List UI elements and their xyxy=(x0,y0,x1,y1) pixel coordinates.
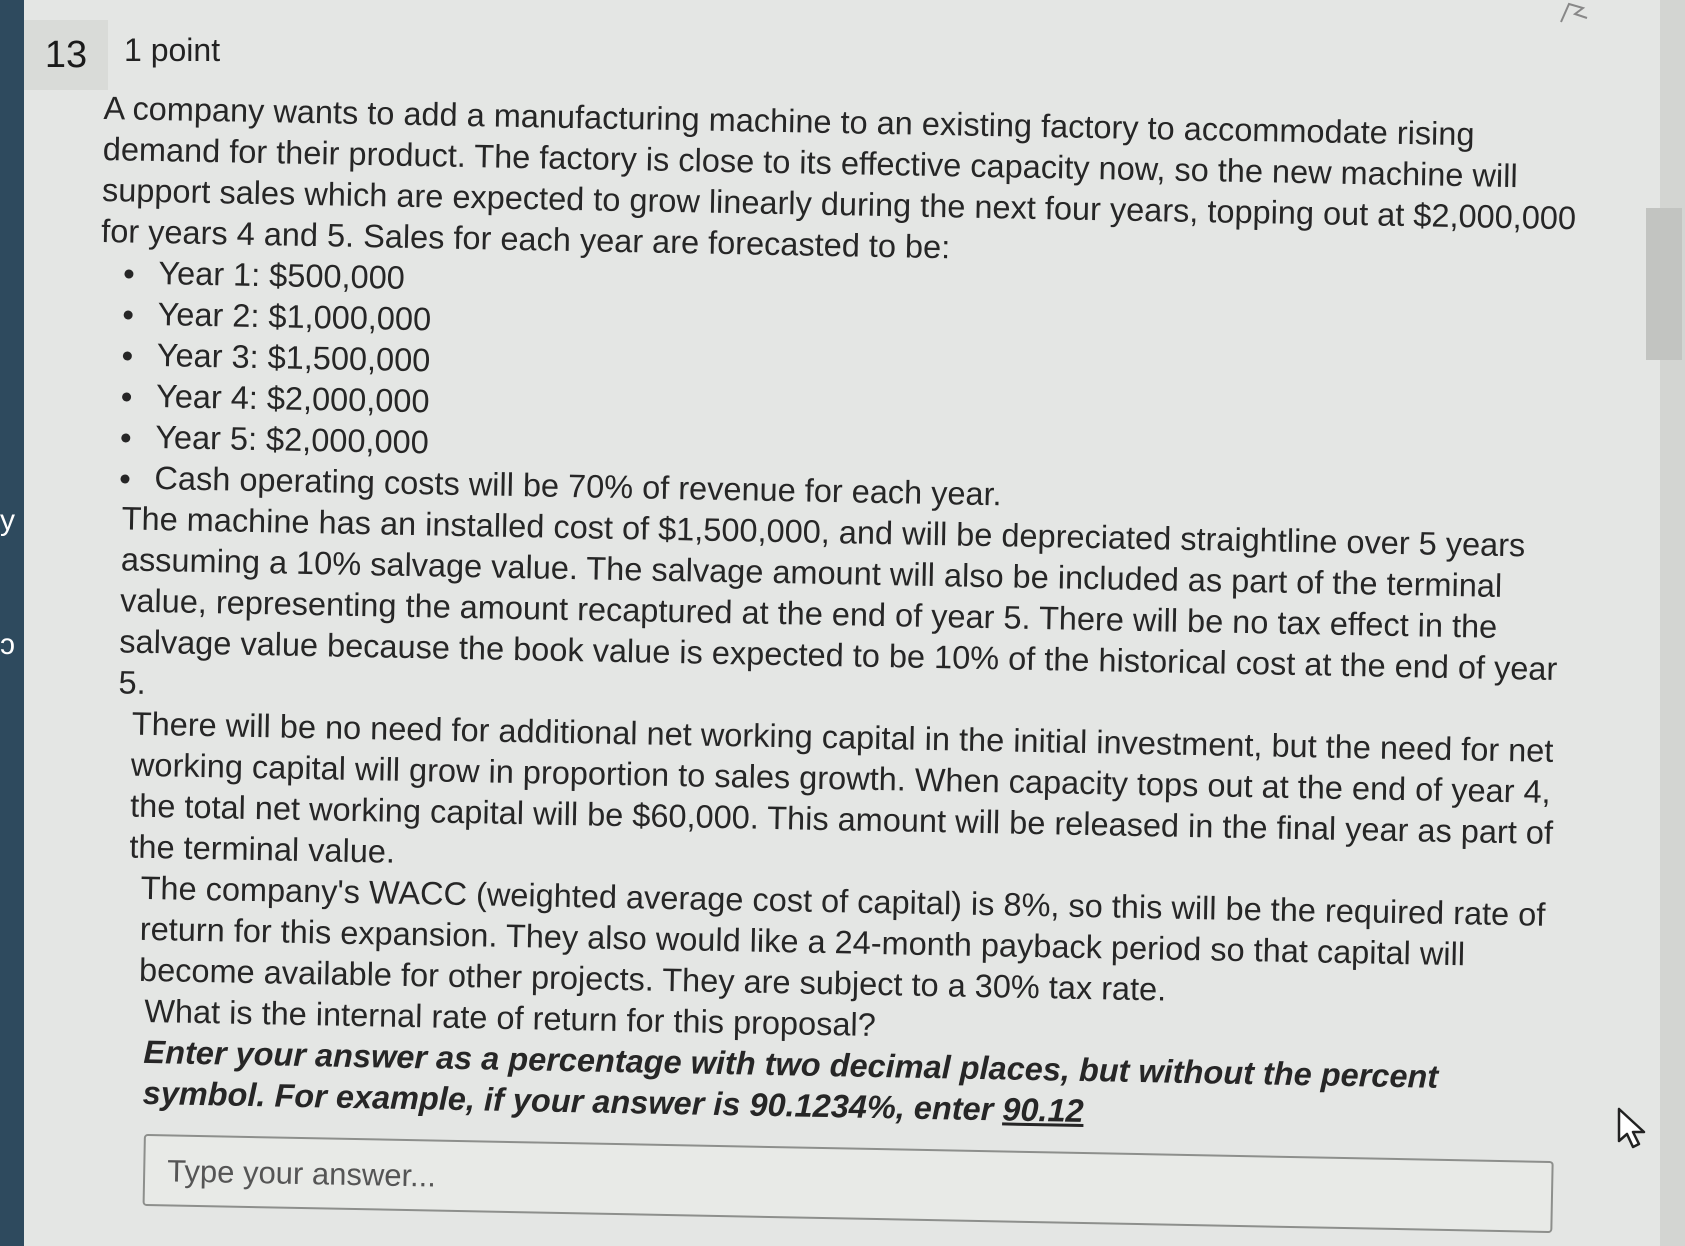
list-item: Year 4: $2,000,000 xyxy=(116,375,1581,444)
sales-forecast-list xyxy=(96,252,1582,526)
wacc-paragraph: The company's WACC (weighted average cost of capital) is 8%, so this will be the required rate of return for this expansion. They also would like a 24-month payback period so that capital will become available for other projects. They are subject to a 30% tax rate. xyxy=(138,869,1546,1008)
list-item: Year 1: $500,000 xyxy=(118,252,1583,321)
left-sidebar xyxy=(0,0,24,1246)
question-body xyxy=(83,88,1586,1233)
question-prompt: What is the internal rate of return for this proposal? xyxy=(143,992,877,1043)
scrollbar-thumb[interactable] xyxy=(1646,208,1682,360)
question-intro: A company wants to add a manufacturing machine to an existing factory to accommodate rising demand for their product. The factory is close to its effective capacity now, so the new machine will support sales which are expected to grow linearly during the next four years, topping out at $2,000,000 for years 4 and 5. Sales for each year are forecasted to be: xyxy=(100,89,1577,266)
list-item: Year 2: $1,000,000 xyxy=(117,293,1582,362)
working-capital-paragraph: There will be no need for additional net working capital in the initial investment, but the need for net working capital will grow in proportion to sales growth. When capacity tops out at the end of year 4, the total net working capital will be $60,000. This amount will be released in the final year as part of the terminal value. xyxy=(129,705,1554,870)
list-item: Cash operating costs will be 70% of revenue for each year. xyxy=(114,457,1579,526)
sidebar-partial-text: ɔ xyxy=(0,628,15,661)
depreciation-paragraph: The machine has an installed cost of $1,500,000, and will be depreciated straightline over 5 years assuming a 10% salvage value. The salvage amount will also be included as part of the terminal value, representing the amount recaptured at the end of year 5. There will be no tax effect in the salvage value because the book value is expected to be 10% of the historical cost at the end of year 5. xyxy=(118,500,1558,701)
question-points: 1 point xyxy=(124,32,221,68)
sidebar-partial-text: y xyxy=(0,504,15,537)
scrollbar-track[interactable] xyxy=(1660,0,1685,1246)
list-item: Year 5: $2,000,000 xyxy=(115,416,1580,485)
example-answer: 90.12 xyxy=(1002,1091,1085,1129)
answer-placeholder: Type your answer... xyxy=(166,1152,437,1194)
question-number-badge: 13 xyxy=(24,20,108,90)
mouse-pointer-icon xyxy=(1616,1107,1650,1156)
flag-icon[interactable] xyxy=(1557,0,1597,22)
instructions-text: Enter your answer as a percentage with two decimal places, but without the percent symbol. For example, if your answer is 90.1234%, enter xyxy=(142,1033,1439,1128)
list-item: Year 3: $1,500,000 xyxy=(116,334,1581,403)
